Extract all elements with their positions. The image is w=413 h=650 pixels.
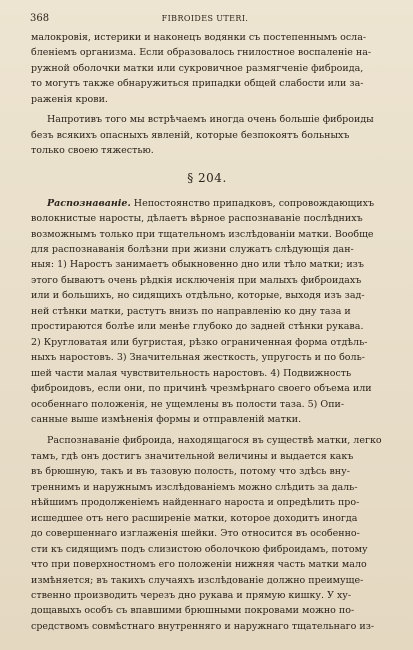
page-header (30, 12, 380, 26)
text-line: безъ всякихъ опасныхъ явленій, которые безпокоятъ больныхъ (31, 129, 350, 141)
text-line: волокнистые наросты, дѣлаетъ вѣрное распознаваніе послѣднихъ (31, 213, 363, 225)
text-line: Напротивъ того мы встрѣчаемъ иногда очень большіе фиброиды (47, 114, 374, 126)
text-line: раженія крови. (31, 93, 108, 105)
text-line: особеннаго положенія, не ущемлены въ полости таза. 5) Опи- (31, 398, 345, 410)
running-title: FIBROIDES UTERI. (161, 14, 249, 23)
text-line: этого бываютъ очень рѣдкія исключенія при малыхъ фиброидахъ (31, 274, 362, 286)
text-line: сти къ сидящимъ подъ слизистою оболочкою фиброидамъ, потому (31, 543, 368, 555)
section-heading: § 204. (187, 170, 227, 185)
text-line: ныхъ наростовъ. 3) Значительная жесткость, упругость и по боль- (31, 352, 365, 364)
section-lead: Распознаваніе. (47, 197, 131, 209)
text-line: въ брюшную, такъ и въ тазовую полость, потому что здѣсь вну- (31, 466, 350, 478)
text-line: 2) Кругловатая или бугристая, рѣзко ограниченная форма отдѣль- (31, 336, 368, 348)
text-line: шей части малая чувствительность наростовъ. 4) Подвижность (31, 367, 352, 379)
text-line: бленіемъ организма. Если образовалось гнилостное воспаленіе на- (31, 47, 372, 59)
paragraph-diagnosis-in-wall (31, 433, 383, 634)
text-line: только своею тяжестью. (31, 145, 154, 157)
paragraph-diagnosis (31, 196, 383, 428)
text-line: ственно производить черезъ дно рукава и прямую кишку. У ху- (31, 589, 352, 601)
page-content (31, 30, 383, 634)
text-line: исшедшее отъ него расширеніе матки, которое доходитъ иногда (31, 512, 358, 524)
page-number: 368 (30, 13, 50, 24)
text-line: ныя: 1) Наростъ занимаетъ обыкновенно дно или тѣло матки; изъ (31, 259, 364, 271)
text-line: дощавыхъ особъ съ впавшими брюшными покровами можно по- (31, 605, 355, 617)
text-line: Распознаваніе фиброида, находящагося въ существѣ матки, легко (47, 435, 382, 447)
text-line: или и большихъ, но сидящихъ отдѣльно, которые, выходя изъ зад- (31, 290, 365, 302)
text-line: треннимъ и наружнымъ изслѣдованіемъ можно слѣдить за даль- (31, 481, 358, 493)
text-line: ружной оболочки матки или сукровичное размягченіе фиброида, (31, 62, 364, 74)
text-line: фиброидовъ, если они, по причинѣ чрезмѣрнаго своего объема или (31, 383, 372, 395)
paragraph-large-fibroids (31, 112, 383, 158)
text-fragment: Непостоянство припадковъ, сопровождающихъ (130, 197, 375, 209)
text-line: тамъ, гдѣ онъ достигъ значительной величины и выдается какъ (31, 450, 354, 462)
text-line: до совершеннаго изглаженія шейки. Это относится въ особенно- (31, 528, 360, 540)
text-line: нѣйшимъ продолженіемъ найденнаго нароста и опредѣлить про- (31, 497, 360, 509)
text-line: санные выше измѣненія формы и отправленій матки. (31, 413, 302, 425)
text-line: что при поверхностномъ его положеніи нижняя часть матки мало (31, 559, 367, 571)
text-line: средствомъ совмѣстнаго внутренняго и наружнаго тщательнаго из- (31, 620, 375, 632)
text-line: возможнымъ только при тщательномъ изслѣдованіи матки. Вообще (31, 228, 374, 240)
text-line: ней стѣнки матки, растутъ внизъ по направленію ко дну таза и (31, 305, 351, 317)
text-line: то могутъ также обнаружиться припадки общей слабости или за- (31, 78, 364, 90)
text-line: простираются болѣе или менѣе глубоко до задней стѣнки рукава. (31, 321, 364, 333)
paragraph-complications (31, 30, 383, 107)
text-line: малокровія, истерики и наконецъ водянки съ постепеннымъ осла- (31, 32, 367, 43)
text-line: измѣняется; въ такихъ случаяхъ изслѣдованіе должно преимуще- (31, 574, 364, 586)
text-line (31, 196, 383, 211)
text-line: для распознаванія болѣзни при жизни служатъ слѣдующія дан- (31, 243, 354, 255)
